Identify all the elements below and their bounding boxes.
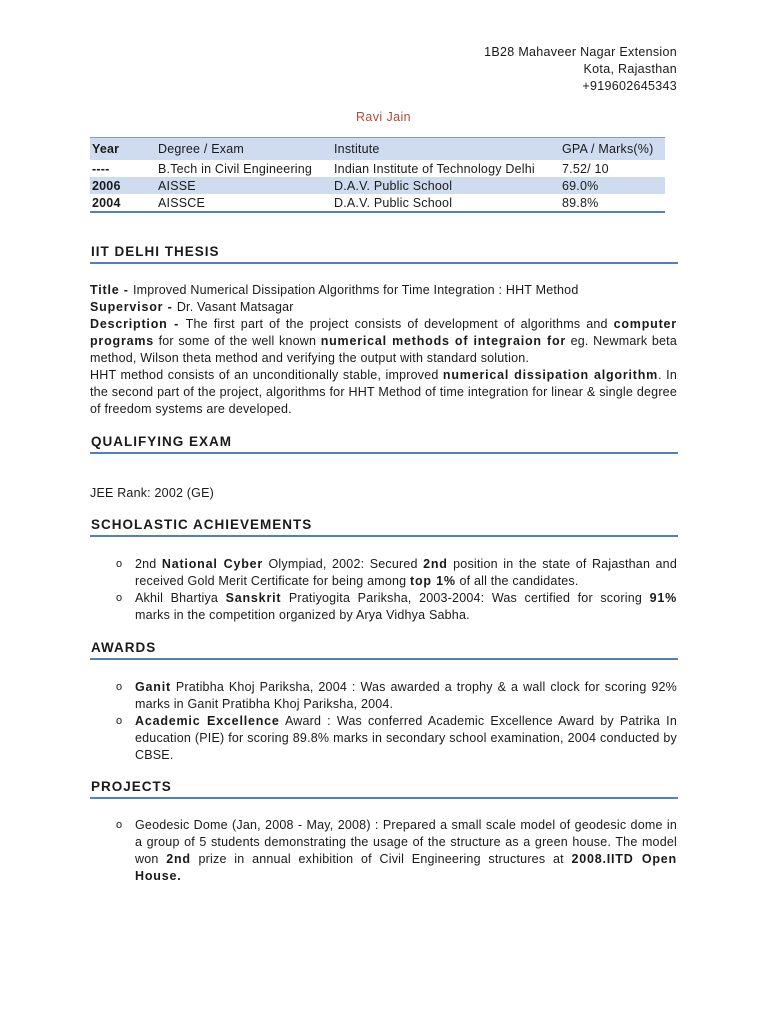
item-bold: Ganit [135, 680, 171, 694]
projects-list [90, 817, 677, 885]
address-line-2: Kota, Rajasthan [583, 62, 677, 76]
item-text: Geodesic Dome (Jan, 2008 - May, 2008) : Prepared a small scale model of geodesic dome in a group of 5 students demonstrating the usage of the structure as a green house. The model won [135, 818, 677, 866]
cell-degree: AISSE [156, 177, 332, 194]
desc-text: for some of the well known [154, 334, 321, 348]
thesis-description [90, 316, 677, 367]
col-header-degree: Degree / Exam [156, 138, 332, 161]
bullet-icon: o [116, 558, 123, 570]
cell-institute: Indian Institute of Technology Delhi [334, 161, 535, 176]
supervisor-text: Dr. Vasant Matsagar [176, 300, 294, 314]
candidate-name: Ravi Jain [355, 110, 411, 124]
cell-degree: AISSCE [156, 194, 332, 212]
table-row [90, 160, 665, 177]
item-text: Award : Was conferred Academic Excellence Award by Patrika In education (PIE) for scoring 89.8% marks in secondary school examination, 2004 conducted by CBSE. [135, 714, 677, 762]
desc-bold: computer programs [90, 317, 677, 348]
address-line-1: 1B28 Mahaveer Nagar Extension [484, 45, 677, 59]
cell-year: 2006 [90, 177, 156, 194]
list-item [90, 590, 677, 624]
thesis-title [90, 282, 677, 299]
desc-text: . In the second part of the project, algorithms for HHT Method of time integration for linear & single degree of freedom systems are developed. [90, 368, 677, 416]
cell-degree: B.Tech in Civil Engineering [158, 161, 313, 176]
desc-text: The first part of the project consists of development of algorithms and [185, 317, 614, 331]
thesis-description-2 [90, 367, 677, 418]
cell-institute: D.A.V. Public School [332, 177, 560, 194]
list-item [90, 713, 677, 764]
title-label: Title - [90, 283, 133, 297]
section-heading-projects: PROJECTS [90, 779, 678, 799]
bullet-icon: o [116, 819, 123, 831]
thesis-supervisor [90, 299, 677, 316]
cell-score: 89.8% [560, 194, 665, 212]
phone-number: +919602645343 [582, 79, 677, 93]
contact-block [484, 44, 677, 95]
item-text: 2nd [135, 557, 162, 571]
desc-text: eg. Newmark beta method, Wilson theta method and verifying the output with standard solution. [90, 334, 677, 365]
item-bold: Sanskrit [225, 591, 282, 605]
item-bold: 91% [649, 591, 677, 605]
col-header-institute: Institute [332, 138, 560, 161]
item-text: Akhil Bhartiya [135, 591, 226, 605]
table-row [90, 194, 665, 212]
table-row [90, 177, 665, 194]
cell-institute: D.A.V. Public School [332, 194, 560, 212]
item-text: Pratibha Khoj Pariksha, 2004 : Was awarded a trophy & a wall clock for scoring 92% marks in Ganit Pratibha Khoj Pariksha, 2004. [135, 680, 677, 711]
awards-list [90, 679, 677, 764]
cell-score: 7.52/ 10 [562, 161, 609, 176]
supervisor-label: Supervisor - [90, 300, 177, 314]
thesis-block [90, 282, 677, 418]
item-bold: 2008.IITD Open House. [135, 852, 677, 883]
item-bold: top 1% [410, 574, 456, 588]
item-bold: 2nd [166, 852, 191, 866]
list-item [90, 679, 677, 713]
section-heading-qualifying: QUALIFYING EXAM [90, 434, 678, 454]
desc-text: HHT method consists of an unconditionally stable, improved [90, 368, 443, 382]
section-heading-awards: AWARDS [90, 640, 678, 660]
education-header-row [90, 138, 665, 161]
bullet-icon: o [116, 681, 123, 693]
title-text: Improved Numerical Dissipation Algorithms for Time Integration : HHT Method [132, 283, 579, 297]
scholastic-list [90, 556, 677, 624]
list-item [90, 817, 677, 885]
education-table [90, 137, 665, 213]
cell-score: 69.0% [560, 177, 665, 194]
col-header-score: GPA / Marks(%) [560, 138, 665, 161]
jee-rank: JEE Rank: 2002 (GE) [90, 486, 214, 500]
bullet-icon: o [116, 592, 123, 604]
cell-year: ---- [92, 161, 110, 176]
list-item [90, 556, 677, 590]
bullet-icon: o [116, 715, 123, 727]
description-label: Description - [90, 317, 186, 331]
item-text: prize in annual exhibition of Civil Engineering structures at [190, 852, 572, 866]
section-heading-thesis: IIT DELHI THESIS [90, 244, 678, 264]
cell-year: 2004 [90, 194, 156, 212]
item-bold: 2nd [423, 557, 448, 571]
item-bold: National Cyber [161, 557, 264, 571]
desc-bold: numerical methods of integraion for [320, 334, 567, 348]
col-header-year: Year [90, 138, 156, 161]
section-heading-scholastic: SCHOLASTIC ACHIEVEMENTS [90, 517, 678, 537]
item-text: Pratiyogita Pariksha, 2003-2004: Was certified for scoring [281, 591, 650, 605]
item-text: Olympiad, 2002: Secured [263, 557, 424, 571]
item-text: position in the state of Rajasthan and received Gold Merit Certificate for being among [135, 557, 677, 588]
desc-bold: numerical dissipation algorithm [442, 368, 659, 382]
item-text: marks in the competition organized by Arya Vidhya Sabha. [135, 608, 470, 622]
item-bold: Academic Excellence [135, 714, 280, 728]
item-text: of all the candidates. [455, 574, 579, 588]
